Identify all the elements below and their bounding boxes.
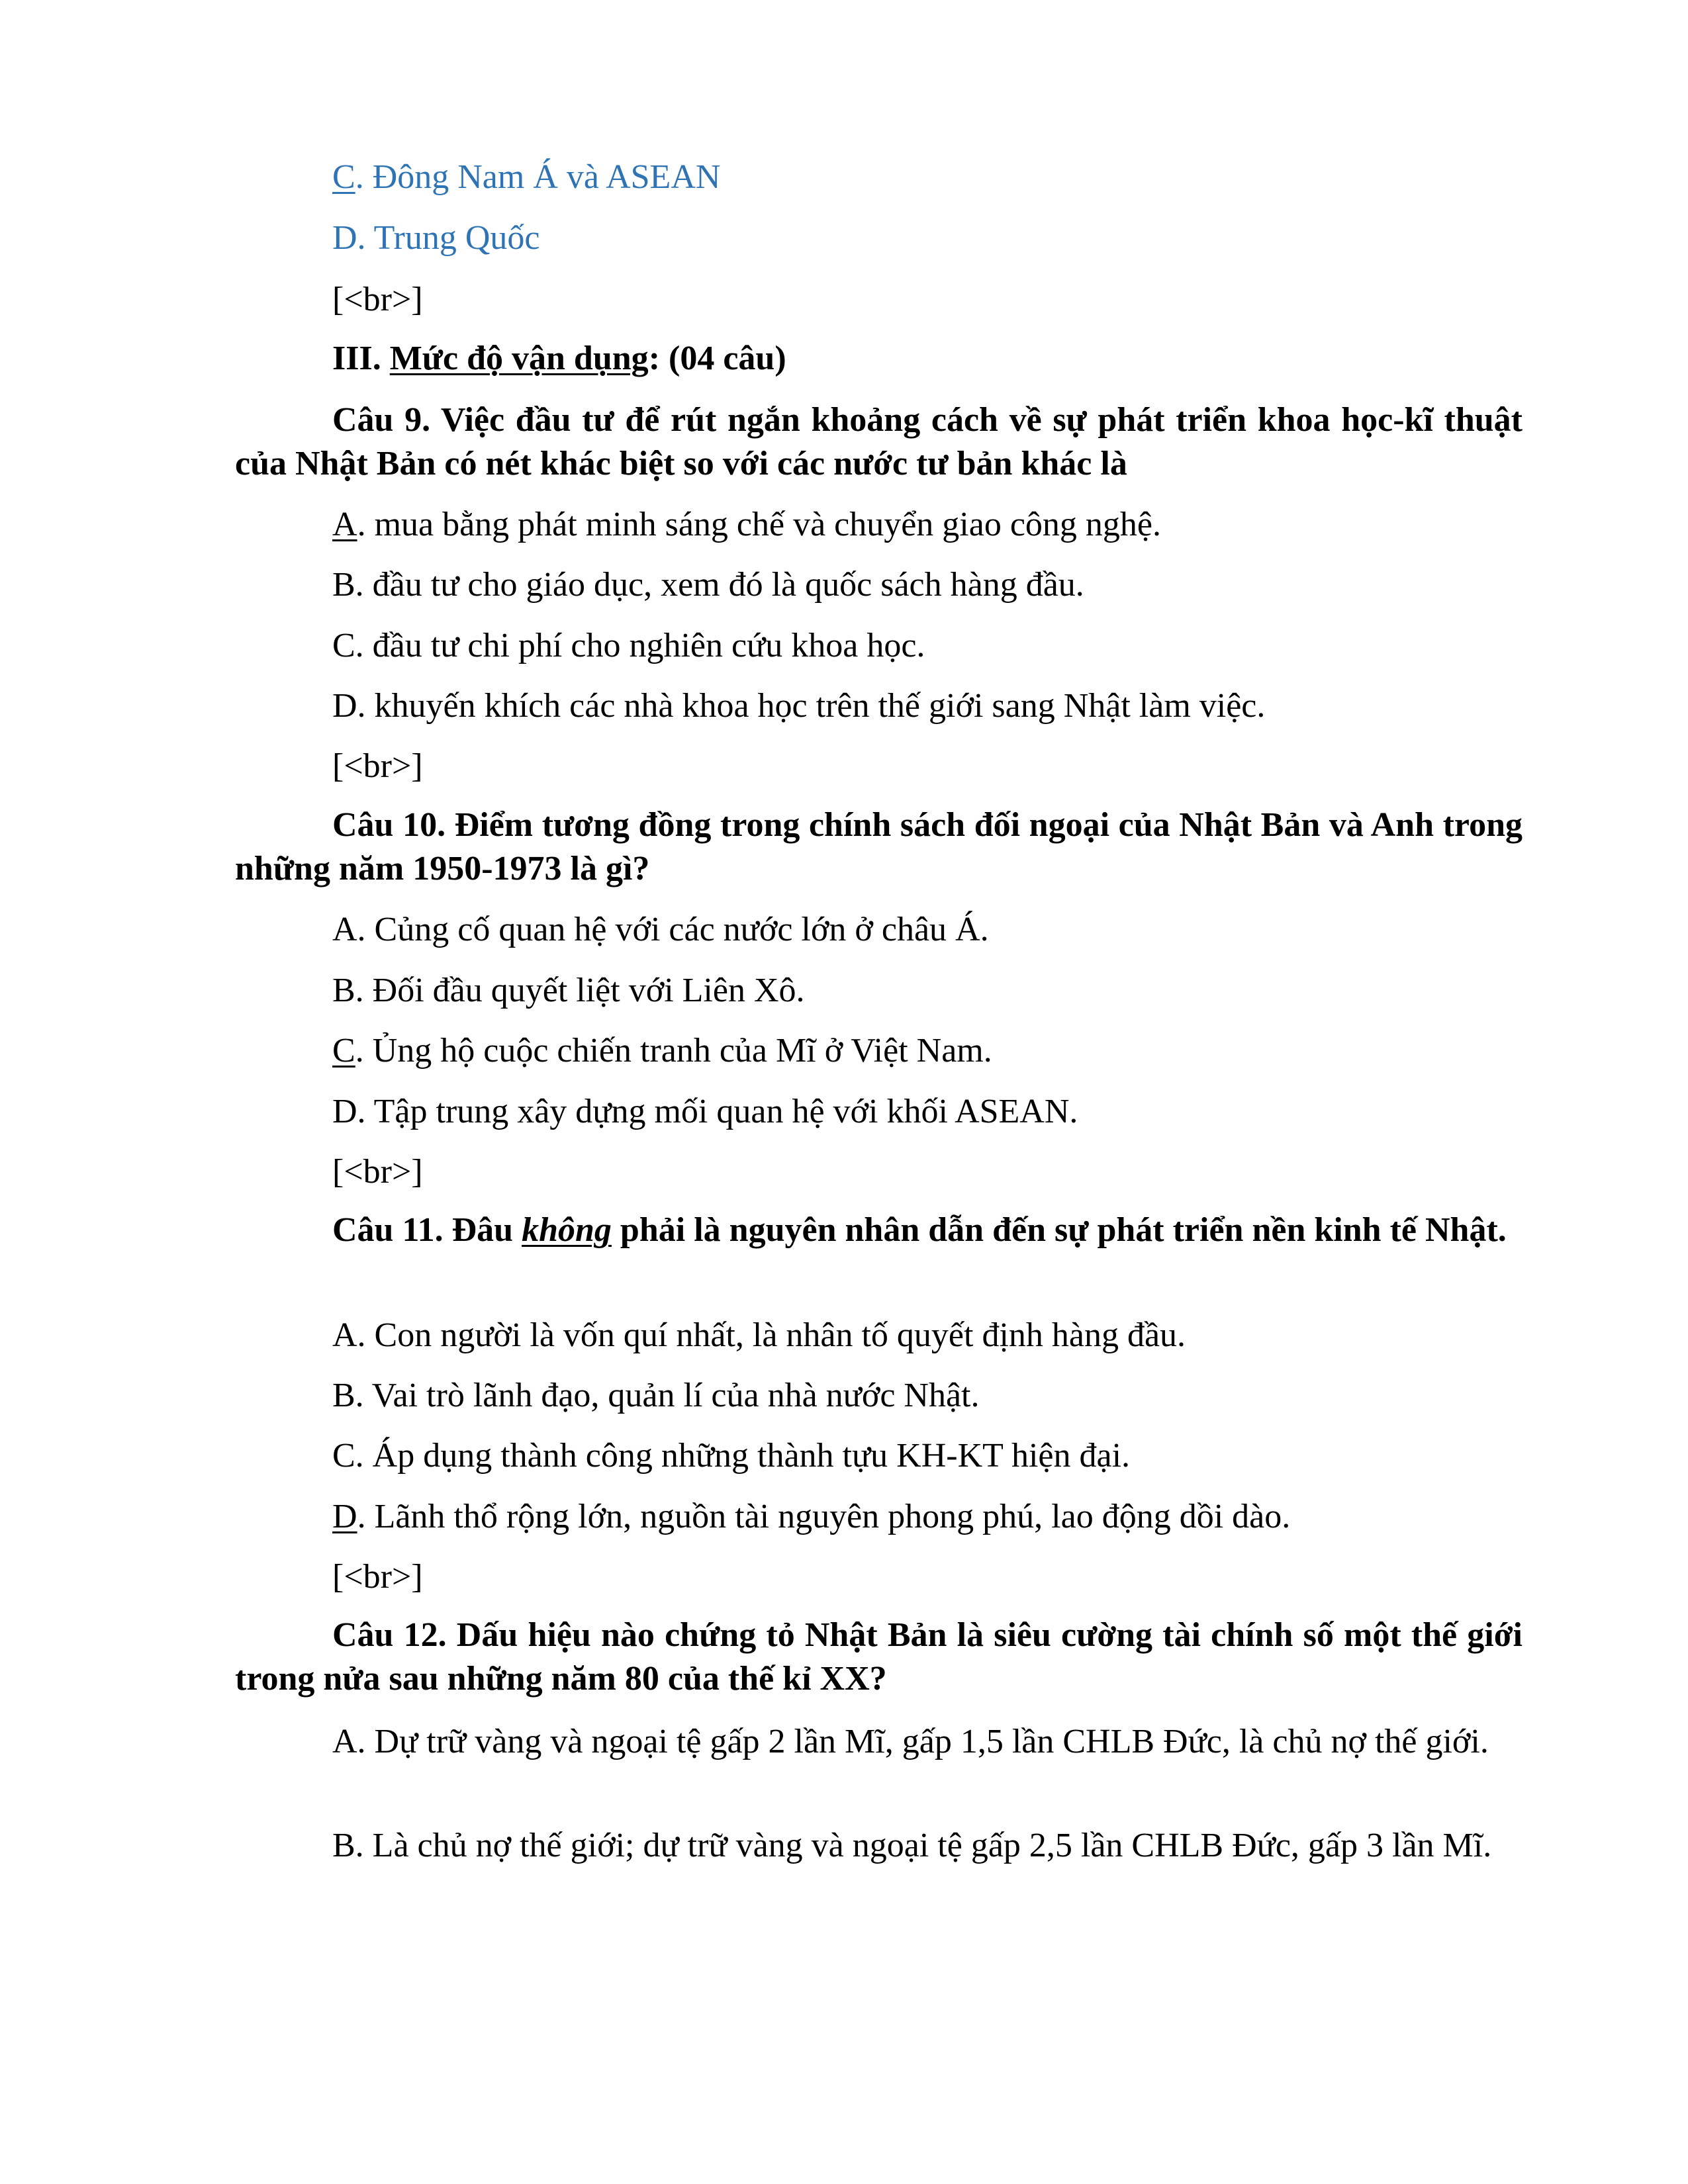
question-10: Câu 10. Điểm tương đồng trong chính sách đối ngoại của Nhật Bản và Anh trong những năm 1950-1973 là gì? <box>235 806 1523 887</box>
q11-option-d-text: . Lãnh thổ rộng lớn, nguồn tài nguyên phong phú, lao động dồi dào. <box>357 1498 1291 1535</box>
q10-option-c-text: . Ủng hộ cuộc chiến tranh của Mĩ ở Việt Nam. <box>355 1032 992 1069</box>
answer-letter-c: C <box>332 158 355 196</box>
answer-option-d-prev: D. Trung Quốc <box>332 219 540 257</box>
question-11 <box>235 1208 1523 1252</box>
break-marker: [<br>] <box>332 1558 423 1596</box>
break-marker: [<br>] <box>332 747 423 785</box>
question-12: Câu 12. Dấu hiệu nào chứng tỏ Nhật Bản là siêu cường tài chính số một thế giới trong nửa sau những năm 80 của thế kỉ XX? <box>235 1616 1523 1698</box>
q10-answer-letter: C <box>332 1032 355 1069</box>
q11-answer-letter: D <box>332 1498 357 1535</box>
break-marker: [<br>] <box>332 281 423 318</box>
question-9: Câu 9. Việc đầu tư để rút ngắn khoảng cách về sự phát triển khoa học-kĩ thuật của Nhật Bản có nét khác biệt so với các nước tư bản khác là <box>235 401 1523 482</box>
q9-option-a <box>332 505 1161 545</box>
q11-emphasis: không <box>522 1211 612 1249</box>
q12-option-a: A. Dự trữ vàng và ngoại tệ gấp 2 lần Mĩ, gấp 1,5 lần CHLB Đức, là chủ nợ thế giới. <box>332 1723 1489 1760</box>
q10-option-a: A. Củng cố quan hệ với các nước lớn ở châu Á. <box>332 911 989 948</box>
answer-text: . Đông Nam Á và ASEAN <box>355 158 721 196</box>
q12-option-b: B. Là chủ nợ thế giới; dự trữ vàng và ngoại tệ gấp 2,5 lần CHLB Đức, gấp 3 lần Mĩ. <box>332 1827 1492 1864</box>
q9-option-d: D. khuyến khích các nhà khoa học trên thế giới sang Nhật làm việc. <box>332 687 1266 725</box>
q11-option-c: C. Áp dụng thành công những thành tựu KH-KT hiện đại. <box>332 1437 1131 1475</box>
q9-answer-letter: A <box>332 506 357 543</box>
section-heading <box>332 339 786 379</box>
section-count: : (04 câu) <box>648 340 786 377</box>
q11-option-a: A. Con người là vốn quí nhất, là nhân tố quyết định hàng đầu. <box>332 1316 1186 1354</box>
q11-suffix: phải là nguyên nhân dẫn đến sự phát triển nền kinh tế Nhật. <box>611 1211 1507 1249</box>
q11-option-d <box>332 1497 1290 1537</box>
q11-option-b: B. Vai trò lãnh đạo, quản lí của nhà nước Nhật. <box>332 1377 980 1414</box>
q11-prefix: Câu 11. Đâu <box>332 1211 522 1249</box>
q9-option-c: C. đầu tư chi phí cho nghiên cứu khoa học. <box>332 627 925 664</box>
q10-option-b: B. Đối đầu quyết liệt với Liên Xô. <box>332 972 805 1009</box>
q10-option-d: D. Tập trung xây dựng mối quan hệ với khối ASEAN. <box>332 1093 1078 1130</box>
section-number: III. <box>332 340 390 377</box>
q10-option-c <box>332 1031 992 1071</box>
break-marker: [<br>] <box>332 1153 423 1191</box>
answer-option-c-prev <box>332 158 720 197</box>
q9-option-b: B. đầu tư cho giáo dục, xem đó là quốc sách hàng đầu. <box>332 566 1084 604</box>
section-title: Mức độ vận dụng <box>389 340 649 377</box>
q9-option-a-text: . mua bằng phát minh sáng chế và chuyển giao công nghệ. <box>357 506 1161 543</box>
